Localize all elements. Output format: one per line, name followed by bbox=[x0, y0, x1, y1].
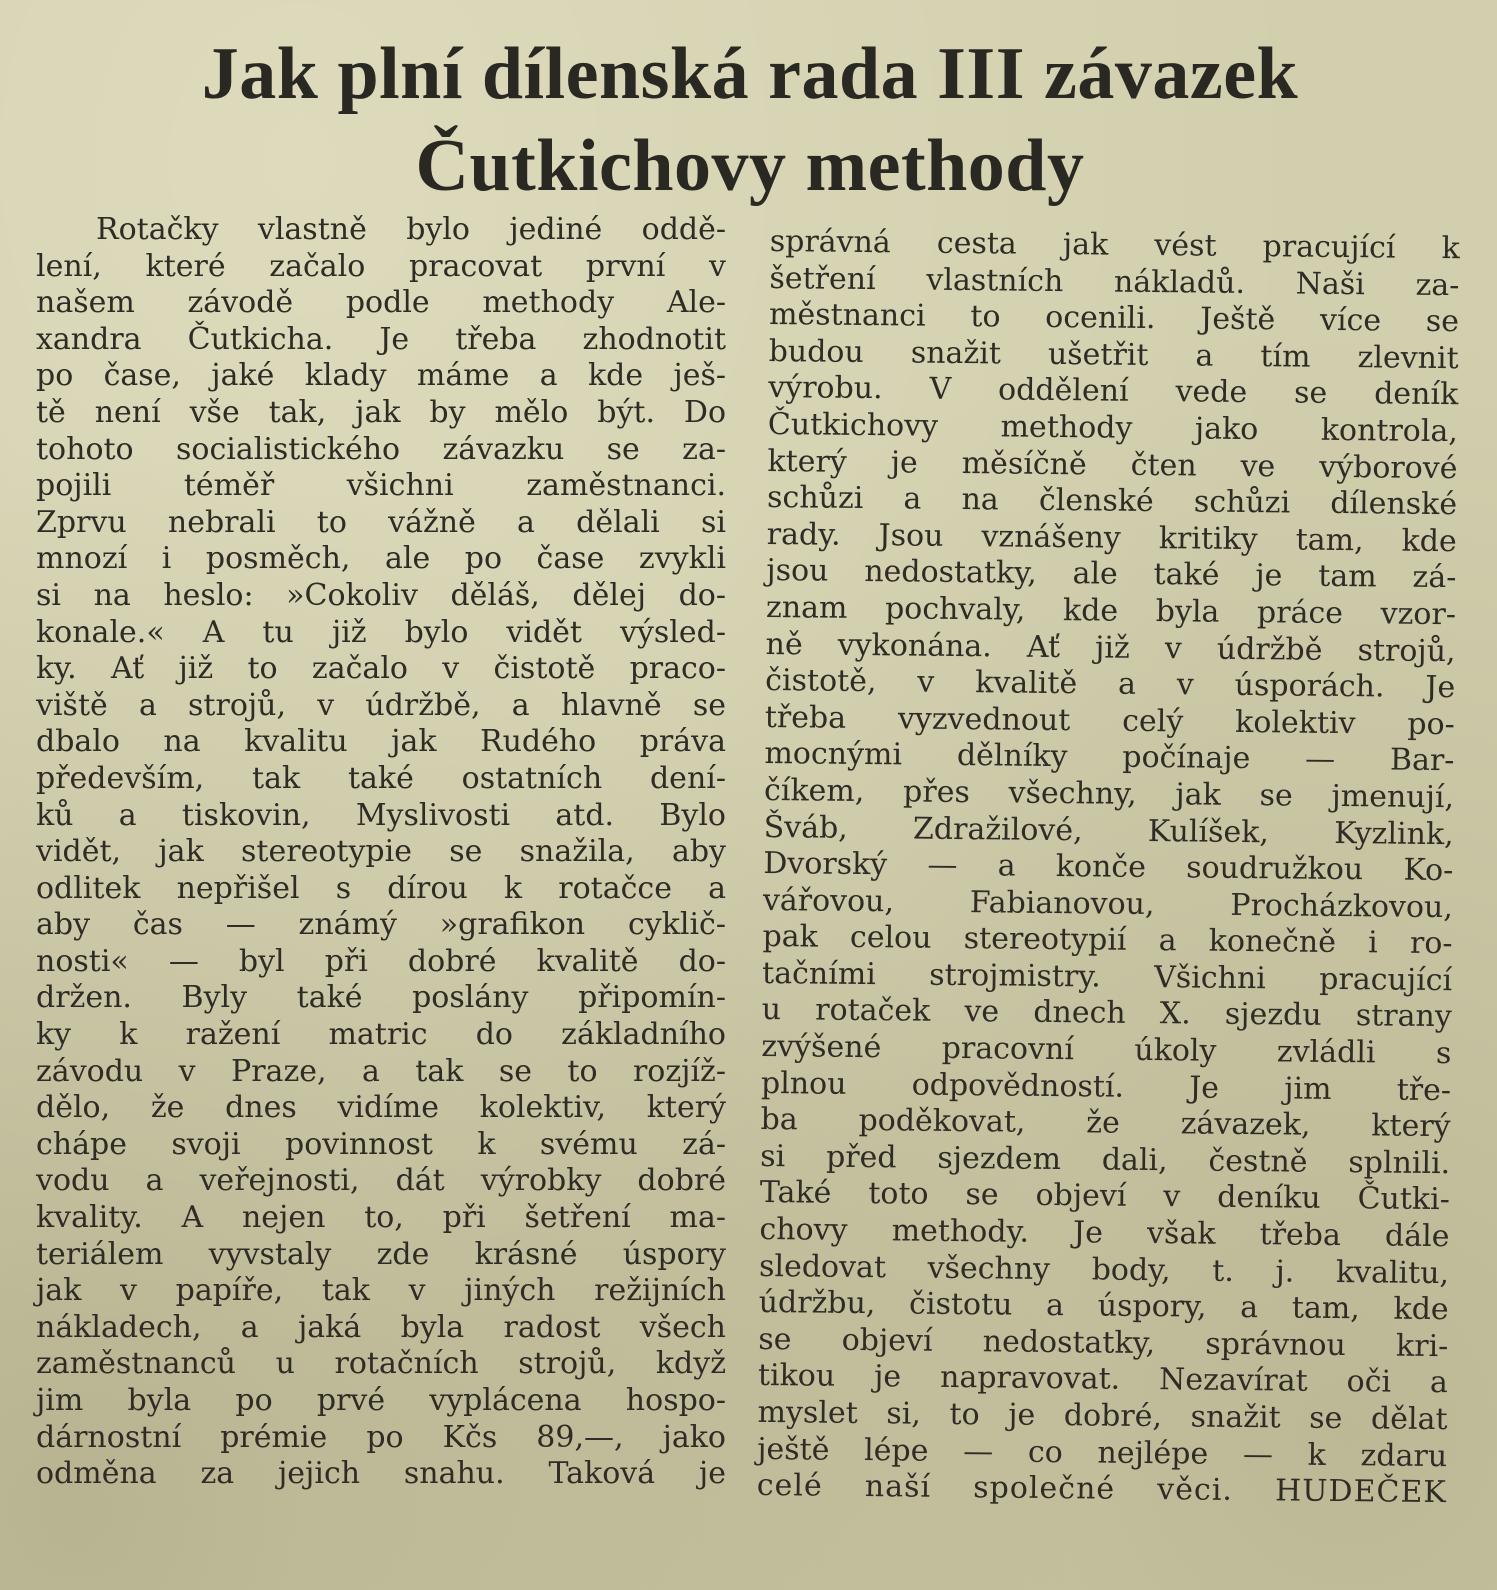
text-line: ba poděkovat, že závazek, který bbox=[760, 1102, 1451, 1145]
text-line: se objeví nedostatky, správnou kri- bbox=[758, 1321, 1449, 1364]
text-line: odměna za jejich snahu. Taková je bbox=[36, 1456, 726, 1492]
text-line: tikou je napravovat. Nezavírat oči a bbox=[757, 1358, 1449, 1401]
text-line: aby čas — známý »grafikon cyklič- bbox=[36, 907, 726, 943]
text-line: výrobu. V oddělení vede se deník bbox=[768, 370, 1459, 413]
text-line: Dvorský — a konče soudružkou Ko- bbox=[763, 846, 1454, 889]
text-line: lení, které začalo pracovat první v bbox=[36, 248, 726, 284]
text-line: městnanci to ocenili. Ještě více se bbox=[768, 297, 1460, 340]
headline-line-1: Jak plní dílenská rada III závazek bbox=[201, 33, 1299, 115]
text-line: Také toto se objeví v deníku Čutki- bbox=[759, 1175, 1450, 1218]
text-line: u rotaček ve dnech X. sjezdu strany bbox=[761, 992, 1452, 1035]
text-line: ně vykonána. Ať již v údržbě strojů, bbox=[765, 626, 1456, 669]
text-line: chápe svoji povinnost k svému zá- bbox=[36, 1126, 726, 1162]
text-line: třeba vyzvednout celý kolektiv po- bbox=[764, 699, 1455, 742]
text-line: sledovat všechny body, t. j. kvalitu, bbox=[758, 1248, 1450, 1291]
text-line: tačními strojmistry. Všichni pracující bbox=[761, 955, 1453, 999]
text-line: konale.« A tu již bylo vidět výsled- bbox=[36, 614, 726, 650]
text-line: tohoto socialistického závazku se za- bbox=[36, 431, 726, 467]
text-line: rady. Jsou vznášeny kritiky tam, kde bbox=[766, 516, 1457, 559]
text-line: plnou odpovědností. Je jim tře- bbox=[760, 1065, 1452, 1108]
text-line: Rotačky vlastně bylo jediné oddě- bbox=[96, 212, 726, 247]
text-line: jak v papíře, tak v jiných režijních bbox=[36, 1273, 726, 1309]
text-line: schůzi a na členské schůzi dílenské bbox=[766, 480, 1458, 523]
headline-line-2: Čutkichovy methody bbox=[415, 125, 1085, 207]
text-line: xandra Čutkicha. Je třeba zhodnotit bbox=[36, 321, 726, 357]
text-line: zaměstnanců u rotačních strojů, když bbox=[36, 1346, 726, 1382]
text-line: myslet si, to je dobré, snažit se dělat bbox=[757, 1394, 1448, 1438]
text-line: jim byla po prvé vyplácena hospo- bbox=[36, 1383, 726, 1418]
article-column-left bbox=[36, 212, 726, 1493]
text-line: budou snažit ušetřit a tím zlevnit bbox=[768, 333, 1459, 376]
text-line: si před sjezdem dali, čestně splnili. bbox=[760, 1138, 1451, 1182]
text-line: po čase, jaké klady máme a kde ješ- bbox=[36, 358, 726, 394]
text-line: pojili téměř všichni zaměstnanci. bbox=[36, 468, 726, 504]
text-line: kvality. A nejen to, při šetření ma- bbox=[36, 1200, 726, 1236]
text-line: dbalo na kvalitu jak Rudého práva bbox=[36, 724, 726, 760]
text-line: především, tak také ostatních dení- bbox=[36, 760, 726, 796]
text-line: nákladech, a jaká byla radost všech bbox=[36, 1309, 726, 1345]
text-line: dárnostní prémie po Kčs 89,—, jako bbox=[36, 1419, 726, 1455]
text-line: našem závodě podle methody Ale- bbox=[36, 285, 726, 321]
text-line: znam pochvaly, kde byla práce vzor- bbox=[765, 589, 1457, 633]
text-line: si na heslo: »Cokoliv děláš, dělej do- bbox=[36, 577, 726, 613]
text-line: vářovou, Fabianovou, Procházkovou, bbox=[762, 882, 1454, 925]
text-line: pak celou stereotypií a konečně i ro- bbox=[762, 919, 1453, 962]
text-line: vidět, jak stereotypie se snažila, aby bbox=[36, 834, 726, 870]
text-line: Čutkichovy methody jako kontrola, bbox=[767, 406, 1459, 450]
text-line: Zprvu nebrali to vážně a dělali si bbox=[36, 504, 726, 540]
text-line: viště a strojů, v údržbě, a hlavně se bbox=[36, 687, 726, 723]
text-line: ky k ražení matric do základního bbox=[36, 1017, 726, 1053]
text-line: ky. Ať již to začalo v čistotě praco- bbox=[36, 651, 726, 687]
text-line: chovy methody. Je však třeba dále bbox=[759, 1211, 1450, 1255]
text-line-byline: celé naší společné věci. HUDEČEK bbox=[756, 1468, 1447, 1511]
text-line: čistotě, v kvalitě a v úsporách. Je bbox=[765, 663, 1456, 706]
text-line: správná cesta jak vést pracující k bbox=[769, 224, 1460, 267]
text-line: mocnými dělníky počínaje — Bar- bbox=[764, 736, 1455, 779]
text-line: Šváb, Zdražilové, Kulíšek, Kyzlink, bbox=[763, 809, 1454, 852]
text-line: šetření vlastních nákladů. Naši za- bbox=[769, 260, 1460, 303]
text-line: držen. Byly také poslány připomín- bbox=[36, 980, 726, 1016]
text-line: dělo, že dnes vidíme kolektiv, který bbox=[36, 1090, 726, 1126]
text-line: závodu v Praze, a tak se to rozjíž- bbox=[36, 1053, 726, 1089]
text-line: odlitek nepřišel s dírou k rotačce a bbox=[36, 870, 726, 906]
text-line: údržbu, čistotu a úspory, a tam, kde bbox=[758, 1285, 1449, 1328]
text-line: číkem, přes všechny, jak se jmenují, bbox=[763, 772, 1455, 816]
text-line: nosti« — byl při dobré kvalitě do- bbox=[36, 943, 726, 979]
text-line: vodu a veřejnosti, dát výrobky dobré bbox=[36, 1163, 726, 1199]
text-line: mnozí i posměch, ale po čase zvykli bbox=[36, 541, 726, 577]
article-column-right bbox=[757, 224, 1460, 1512]
text-line: jsou nedostatky, ale také je tam zá- bbox=[766, 553, 1457, 596]
text-line: ků a tiskovin, Myslivosti atd. Bylo bbox=[36, 797, 726, 833]
text-line: zvýšené pracovní úkoly zvládli s bbox=[761, 1029, 1452, 1072]
text-line: ještě lépe — co nejlépe — k zdaru bbox=[756, 1431, 1448, 1474]
article-headline bbox=[90, 28, 1410, 212]
text-line: tě není vše tak, jak by mělo být. Do bbox=[36, 394, 726, 430]
text-line: který je měsíčně čten ve výborové bbox=[767, 443, 1458, 486]
text-line: teriálem vyvstaly zde krásné úspory bbox=[36, 1236, 726, 1272]
